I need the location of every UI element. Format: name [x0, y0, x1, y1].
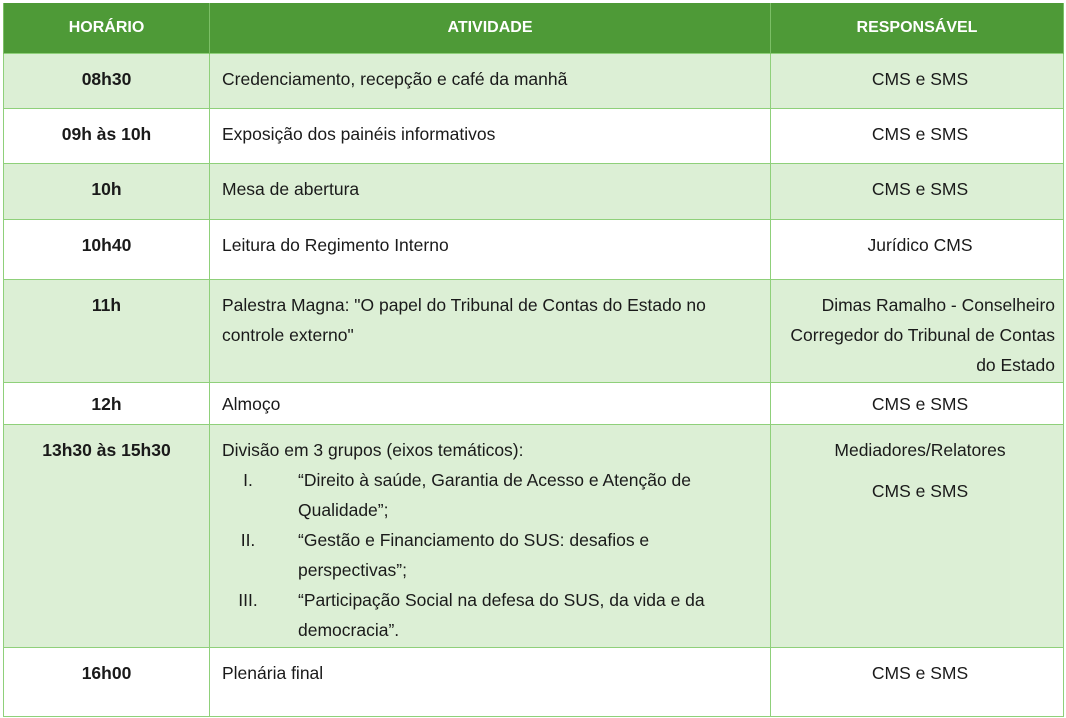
row-time: 10h: [4, 164, 210, 220]
list-number: I.: [243, 470, 253, 490]
responsible-line-2: CMS e SMS: [871, 481, 969, 501]
list-number: II.: [240, 530, 256, 550]
row-activity: Palestra Magna: "O papel do Tribunal de Contas do Estado no controle externo": [210, 280, 771, 383]
activity-intro: Divisão em 3 grupos (eixos temáticos):: [222, 440, 524, 460]
table-row: [4, 280, 1064, 383]
header-activity: ATIVIDADE: [210, 3, 771, 54]
row-responsible: CMS e SMS: [771, 109, 1064, 164]
row-activity: Mesa de abertura: [210, 164, 771, 220]
list-number: III.: [238, 590, 258, 610]
row-responsible: CMS e SMS: [771, 164, 1064, 220]
row-time: 08h30: [4, 54, 210, 109]
header-time: HORÁRIO: [4, 3, 210, 54]
row-activity: [210, 425, 771, 648]
table-row: [4, 383, 1064, 425]
schedule-container: [3, 3, 1063, 717]
list-text: “Gestão e Financiamento do SUS: desafios e perspectivas”;: [298, 530, 650, 580]
list-item: [222, 465, 760, 525]
row-responsible: CMS e SMS: [771, 54, 1064, 109]
list-text: “Participação Social na defesa do SUS, da vida e da democracia”.: [298, 590, 705, 640]
row-activity: Almoço: [210, 383, 771, 425]
row-time: 13h30 às 15h30: [4, 425, 210, 648]
row-responsible: CMS e SMS: [771, 383, 1064, 425]
row-responsible: Jurídico CMS: [771, 220, 1064, 280]
table-row: [4, 109, 1064, 164]
table-row: [4, 648, 1064, 717]
row-responsible: CMS e SMS: [771, 648, 1064, 717]
row-responsible: Dimas Ramalho - Conselheiro Corregedor do Tribunal de Contas do Estado: [771, 280, 1064, 383]
row-activity: Plenária final: [210, 648, 771, 717]
table-row: [4, 425, 1064, 648]
table-row: [4, 220, 1064, 280]
row-activity: Exposição dos painéis informativos: [210, 109, 771, 164]
row-time: 12h: [4, 383, 210, 425]
row-responsible: [771, 425, 1064, 648]
row-time: 09h às 10h: [4, 109, 210, 164]
responsible-line-1: Mediadores/Relatores: [834, 440, 1006, 460]
list-item: [222, 525, 760, 585]
list-item: [222, 585, 760, 645]
row-activity: Leitura do Regimento Interno: [210, 220, 771, 280]
schedule-table: [3, 3, 1064, 717]
table-row: [4, 164, 1064, 220]
row-time: 10h40: [4, 220, 210, 280]
row-time: 11h: [4, 280, 210, 383]
header-responsible: RESPONSÁVEL: [771, 3, 1064, 54]
table-header-row: [4, 3, 1064, 54]
row-activity: Credenciamento, recepção e café da manhã: [210, 54, 771, 109]
list-text: “Direito à saúde, Garantia de Acesso e Atenção de Qualidade”;: [298, 470, 692, 520]
table-row: [4, 54, 1064, 109]
row-time: 16h00: [4, 648, 210, 717]
themes-list: [222, 465, 760, 645]
